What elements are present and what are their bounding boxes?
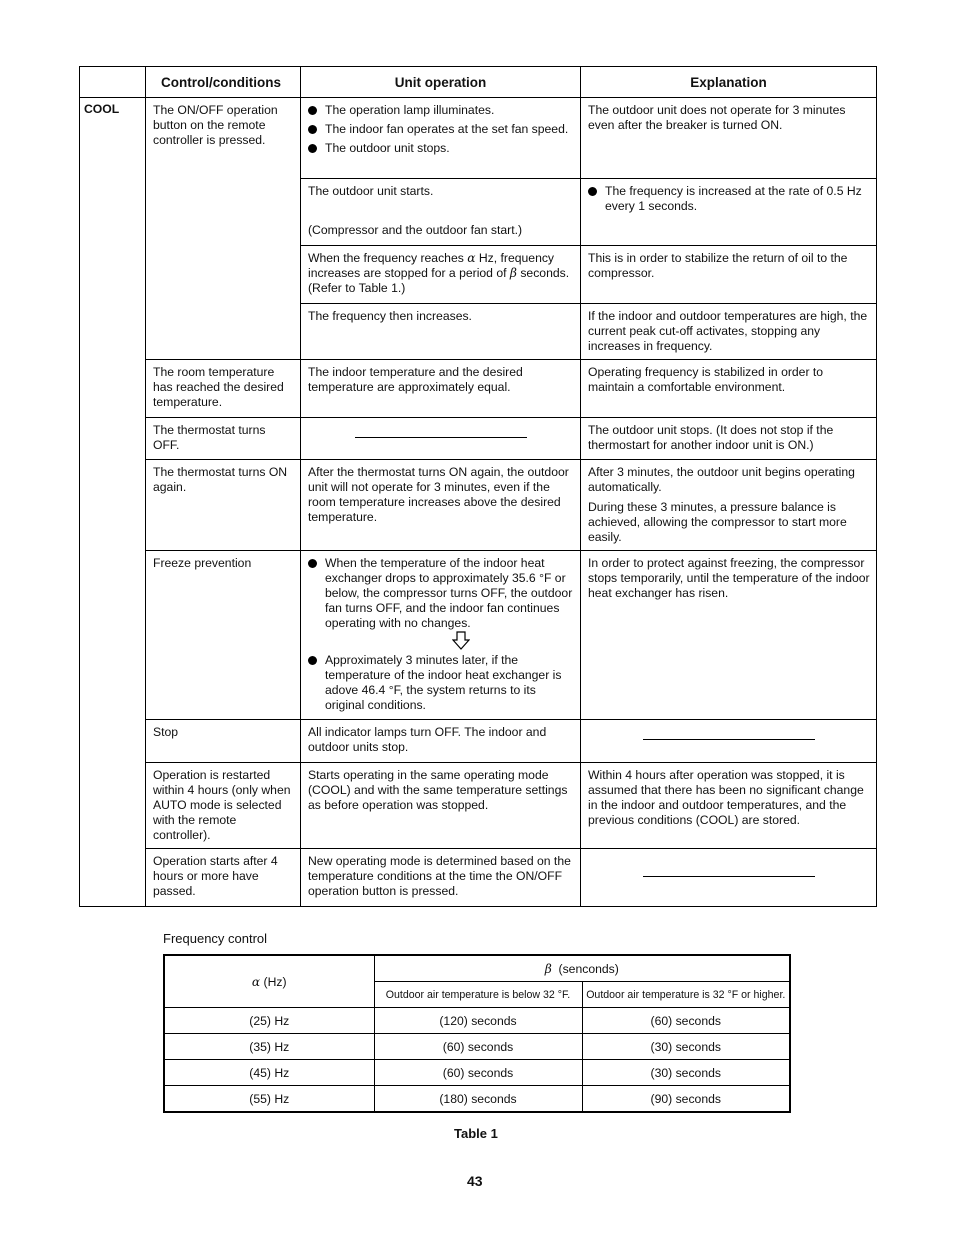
table-header-row (164, 955, 790, 982)
alpha-header: α (Hz) (164, 955, 374, 1008)
header-explanation: Explanation (581, 67, 877, 98)
page-number: 43 (467, 1173, 483, 1189)
table-cell: (60) seconds (374, 1060, 582, 1086)
table-cell: (180) seconds (374, 1086, 582, 1113)
subheader-32-or-higher: Outdoor air temperature is 32 °F or higher. (582, 982, 790, 1008)
operation-cell: The indoor temperature and the desired temperature are approximately equal. (301, 360, 581, 418)
table-header-row (80, 67, 877, 98)
operation-cell: The outdoor unit starts. (Compressor and the outdoor fan start.) (301, 179, 581, 246)
operation-cell: New operating mode is determined based on the temperature conditions at the time the ON/OFF operation button is pressed. (301, 849, 581, 907)
bullet-icon (588, 187, 597, 196)
list-item: When the temperature of the indoor heat exchanger drops to approximately 35.6 °F or below, the compressor turns OFF, the outdoor fan turns OFF, and the indoor fan continues operating with no changes. (308, 556, 574, 631)
bullet-icon (308, 106, 317, 115)
header-unit-operation: Unit operation (301, 67, 581, 98)
list-item: Approximately 3 minutes later, if the temperature of the indoor heat exchanger is adove 46.4 °F, the system returns to its original conditions. (308, 653, 574, 713)
control-cell: The ON/OFF operation button on the remote controller is pressed. (146, 98, 301, 360)
explanation-cell: In order to protect against freezing, the compressor stops temporarily, until the temperature of the indoor heat exchanger has risen. (581, 551, 877, 720)
alpha-symbol: α (467, 251, 476, 265)
table-row (164, 1060, 790, 1086)
control-cell: Operation starts after 4 hours or more have passed. (146, 849, 301, 907)
subheader-below-32: Outdoor air temperature is below 32 °F. (374, 982, 582, 1008)
table-row (164, 1034, 790, 1060)
list-item: The operation lamp illuminates. (308, 103, 574, 118)
control-cell: Stop (146, 720, 301, 763)
list-item: The frequency is increased at the rate of 0.5 Hz every 1 seconds. (588, 184, 870, 214)
table-row (164, 1086, 790, 1113)
table-row (80, 763, 877, 849)
table-cell: (60) seconds (374, 1034, 582, 1060)
table-row (164, 1008, 790, 1034)
table-cell: (60) seconds (582, 1008, 790, 1034)
explanation-cell (581, 179, 877, 246)
explanation-cell: After 3 minutes, the outdoor unit begins operating automatically. During these 3 minutes, a pressure balance is achieved, allowing the compressor to start more easily. (581, 460, 877, 551)
explanation-cell: The outdoor unit does not operate for 3 minutes even after the breaker is turned ON. (581, 98, 877, 179)
table-cell: (45) Hz (164, 1060, 374, 1086)
table-row (80, 360, 877, 418)
bullet-icon (308, 656, 317, 665)
table-cell: (55) Hz (164, 1086, 374, 1113)
control-cell: Operation is restarted within 4 hours (only when AUTO mode is selected with the remote controller). (146, 763, 301, 849)
explanation-cell: The outdoor unit stops. (It does not stop if the thermostart for another indoor unit is ON.) (581, 418, 877, 460)
table-cell: (120) seconds (374, 1008, 582, 1034)
operation-cell: Starts operating in the same operating mode (COOL) and with the same temperature settings as before operation was stopped. (301, 763, 581, 849)
beta-symbol: β (509, 266, 517, 280)
control-cell: The room temperature has reached the desired temperature. (146, 360, 301, 418)
table-row (80, 551, 877, 720)
beta-header: β (senconds) (374, 955, 790, 982)
empty-dash (643, 739, 815, 740)
explanation-cell (581, 720, 877, 763)
table-cell: (35) Hz (164, 1034, 374, 1060)
table-cell: (90) seconds (582, 1086, 790, 1113)
table-row (80, 849, 877, 907)
control-cell: Freeze prevention (146, 551, 301, 720)
table-caption: Table 1 (454, 1126, 498, 1141)
empty-dash (355, 437, 527, 438)
control-cell: The thermostat turns OFF. (146, 418, 301, 460)
bullet-icon (308, 559, 317, 568)
empty-dash (643, 876, 815, 877)
bullet-icon (308, 144, 317, 153)
table-cell: (25) Hz (164, 1008, 374, 1034)
table-row (80, 418, 877, 460)
operation-cell (301, 551, 581, 720)
table-row (80, 98, 877, 179)
operation-cell (301, 418, 581, 460)
bullet-icon (308, 125, 317, 134)
explanation-cell: This is in order to stabilize the return of oil to the compressor. (581, 246, 877, 304)
explanation-cell: Within 4 hours after operation was stopped, it is assumed that there has been no significant change in the indoor and outdoor temperatures, and the previous conditions (COOL) are stored. (581, 763, 877, 849)
operation-cell: After the thermostat turns ON again, the outdoor unit will not operate for 3 minutes, even if the room temperature increases above the desired temperature. (301, 460, 581, 551)
list-item: The indoor fan operates at the set fan speed. (308, 122, 574, 137)
header-control-conditions: Control/conditions (146, 67, 301, 98)
down-arrow-icon (308, 631, 574, 653)
cool-operation-table (79, 66, 877, 907)
explanation-cell: If the indoor and outdoor temperatures are high, the current peak cut-off activates, stopping any increases in frequency. (581, 304, 877, 360)
frequency-table (163, 954, 791, 1113)
table-cell: (30) seconds (582, 1034, 790, 1060)
operation-cell (301, 98, 581, 179)
explanation-cell: Operating frequency is stabilized in order to maintain a comfortable environment. (581, 360, 877, 418)
table-row (80, 460, 877, 551)
operation-cell: When the frequency reaches α Hz, frequency increases are stopped for a period of β seconds. (Refer to Table 1.) (301, 246, 581, 304)
table-row (80, 720, 877, 763)
operation-cell: The frequency then increases. (301, 304, 581, 360)
header-mode (80, 67, 146, 98)
frequency-control-label: Frequency control (163, 931, 268, 946)
control-cell: The thermostat turns ON again. (146, 460, 301, 551)
mode-cool: COOL (80, 98, 146, 907)
explanation-cell (581, 849, 877, 907)
operation-cell: All indicator lamps turn OFF. The indoor and outdoor units stop. (301, 720, 581, 763)
table-cell: (30) seconds (582, 1060, 790, 1086)
list-item: The outdoor unit stops. (308, 141, 574, 156)
